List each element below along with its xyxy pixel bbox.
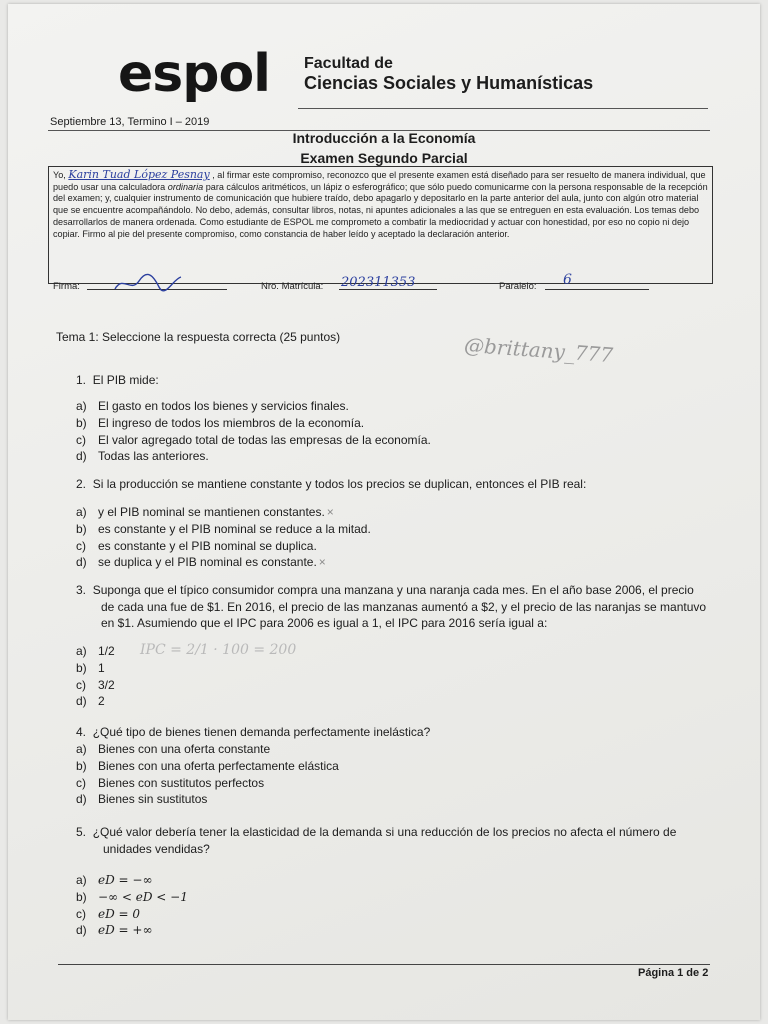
watermark-handle: @brittany_777	[463, 332, 614, 368]
option-b: b) 1	[76, 660, 105, 675]
question-5	[76, 824, 716, 857]
paralelo-label: Paralelo:	[499, 281, 537, 292]
question-1	[76, 372, 159, 389]
firma-label: Firma:	[53, 281, 80, 292]
paralelo-value: 6	[563, 272, 572, 288]
calculation-scribble: IPC = 2/1 · 100 = 200	[140, 642, 297, 658]
option-a: a) eD = −∞	[76, 873, 153, 887]
cross-mark: ×	[318, 555, 326, 570]
header-divider	[298, 108, 708, 109]
question-text-line-2: de cada una fue de $1. En 2016, el precio de las manzanas aumentó a $2, y el precio de las naranjas se mantuvo	[101, 599, 707, 614]
paralelo-line	[545, 289, 649, 290]
question-text-line-2: unidades vendidas?	[103, 841, 210, 856]
matricula-value: 202311353	[341, 275, 416, 290]
page-number: Página 1 de 2	[638, 967, 709, 979]
signature-scribble	[113, 273, 183, 295]
question-number: 1.	[76, 373, 87, 387]
exam-date: Septiembre 13, Termino I – 2019	[50, 116, 210, 128]
option-b: b) es constante y el PIB nominal se reduce a la mitad.	[76, 521, 371, 536]
option-c: c) 3/2	[76, 677, 115, 692]
pledge-ordinaria: ordinaria	[167, 181, 204, 192]
honor-pledge-box	[48, 166, 713, 292]
option-c: c) Bienes con sustitutos perfectos	[76, 775, 265, 790]
matricula-label: Nro. Matrícula:	[261, 281, 324, 292]
tema-heading: Tema 1: Seleccione la respuesta correcta (25 puntos)	[56, 330, 341, 344]
footer-divider	[58, 964, 710, 965]
question-2	[76, 476, 586, 493]
question-4-options	[76, 741, 339, 808]
option-c: c) eD = 0	[76, 906, 141, 921]
option-a: a) El gasto en todos los bienes y servicios finales.	[76, 399, 349, 413]
espol-logo: espol	[118, 44, 270, 104]
option-d: d) Bienes sin sustitutos	[76, 792, 208, 807]
question-text-line-3: en $1. Asumiendo que el IPC para 2006 es igual a 1, el IPC para 2016 sería igual a:	[101, 616, 548, 630]
question-number: 4.	[76, 725, 87, 739]
option-c: c) es constante y el PIB nominal se duplica.	[76, 538, 317, 553]
option-b: b) −∞ < eD < −1	[76, 889, 188, 904]
option-d: d) se duplica y el PIB nominal es constante. ×	[76, 555, 326, 570]
question-number: 5.	[76, 825, 87, 839]
question-text-line-1: ¿Qué valor debería tener la elasticidad de la demanda si una reducción de los precios no afecta el número de	[92, 825, 677, 839]
option-b: b) El ingreso de todos los miembros de la economía.	[76, 415, 365, 430]
faculty-line-1: Facultad de	[304, 55, 393, 72]
question-text-line-1: Suponga que el típico consumidor compra una manzana y una naranja cada mes. En el año base 2006, el precio	[92, 583, 694, 597]
question-5-options	[76, 872, 188, 939]
question-1-options	[76, 398, 431, 465]
handwritten-student-name: Karin Tuad López Pesnay	[68, 168, 210, 181]
option-d: d) eD = +∞	[76, 923, 153, 938]
pledge-text-start: , al firmar este compromiso, reconozco que el presente examen está diseñado para ser resuelto de manera individual, que puedo usar una calculadora	[53, 170, 706, 192]
exam-title: Examen Segundo Parcial	[300, 150, 468, 166]
question-4	[76, 724, 430, 741]
faculty-line-2: Ciencias Sociales y Humanísticas	[304, 73, 594, 93]
option-a: a) Bienes con una oferta constante	[76, 742, 271, 756]
pledge-yo: Yo,	[53, 170, 66, 180]
question-text: El PIB mide:	[92, 373, 159, 387]
option-d: d) 2	[76, 694, 105, 709]
question-text: Si la producción se mantiene constante y todos los precios se duplican, entonces el PIB real:	[92, 477, 587, 491]
option-a: a) y el PIB nominal se mantienen constantes. ×	[76, 505, 334, 519]
question-2-options	[76, 504, 371, 571]
question-number: 3.	[76, 583, 87, 597]
course-title: Introducción a la Economía	[292, 130, 476, 146]
option-b: b) Bienes con una oferta perfectamente elástica	[76, 758, 339, 773]
option-c: c) El valor agregado total de todas las empresas de la economía.	[76, 432, 431, 447]
matricula-line	[339, 289, 437, 290]
question-3	[76, 582, 716, 632]
option-d: d) Todas las anteriores.	[76, 449, 209, 464]
question-number: 2.	[76, 477, 87, 491]
question-3-options	[76, 643, 115, 710]
question-text: ¿Qué tipo de bienes tienen demanda perfectamente inelástica?	[92, 725, 431, 739]
cross-mark: ×	[326, 505, 334, 519]
option-a: a) 1/2	[76, 644, 115, 658]
pledge-text-rest: para cálculos aritméticos, un lápiz o esferográfico; que sólo puedo comunicarme con la persona responsable de la recepción del examen; y, cualquier instrumento de comunicación que hubiere traído, debo apagarlo y depositarlo en la parte anterior del aula, junto con algún otro material que se encuentre acompañándolo. No debo, además, consultar libros, notas, ni apuntes adicionales a las que se entreguen en esta evaluación. Los temas debo desarrollarlos de manera ordenada. Como estudiante de ESPOL me comprometo a combatir la mediocridad y actuar con honestidad, por eso no copio ni dejo copiar. Firmo al pie del presente compromiso, como constancia de haber leído y aceptado la declaración anterior.	[53, 181, 708, 239]
